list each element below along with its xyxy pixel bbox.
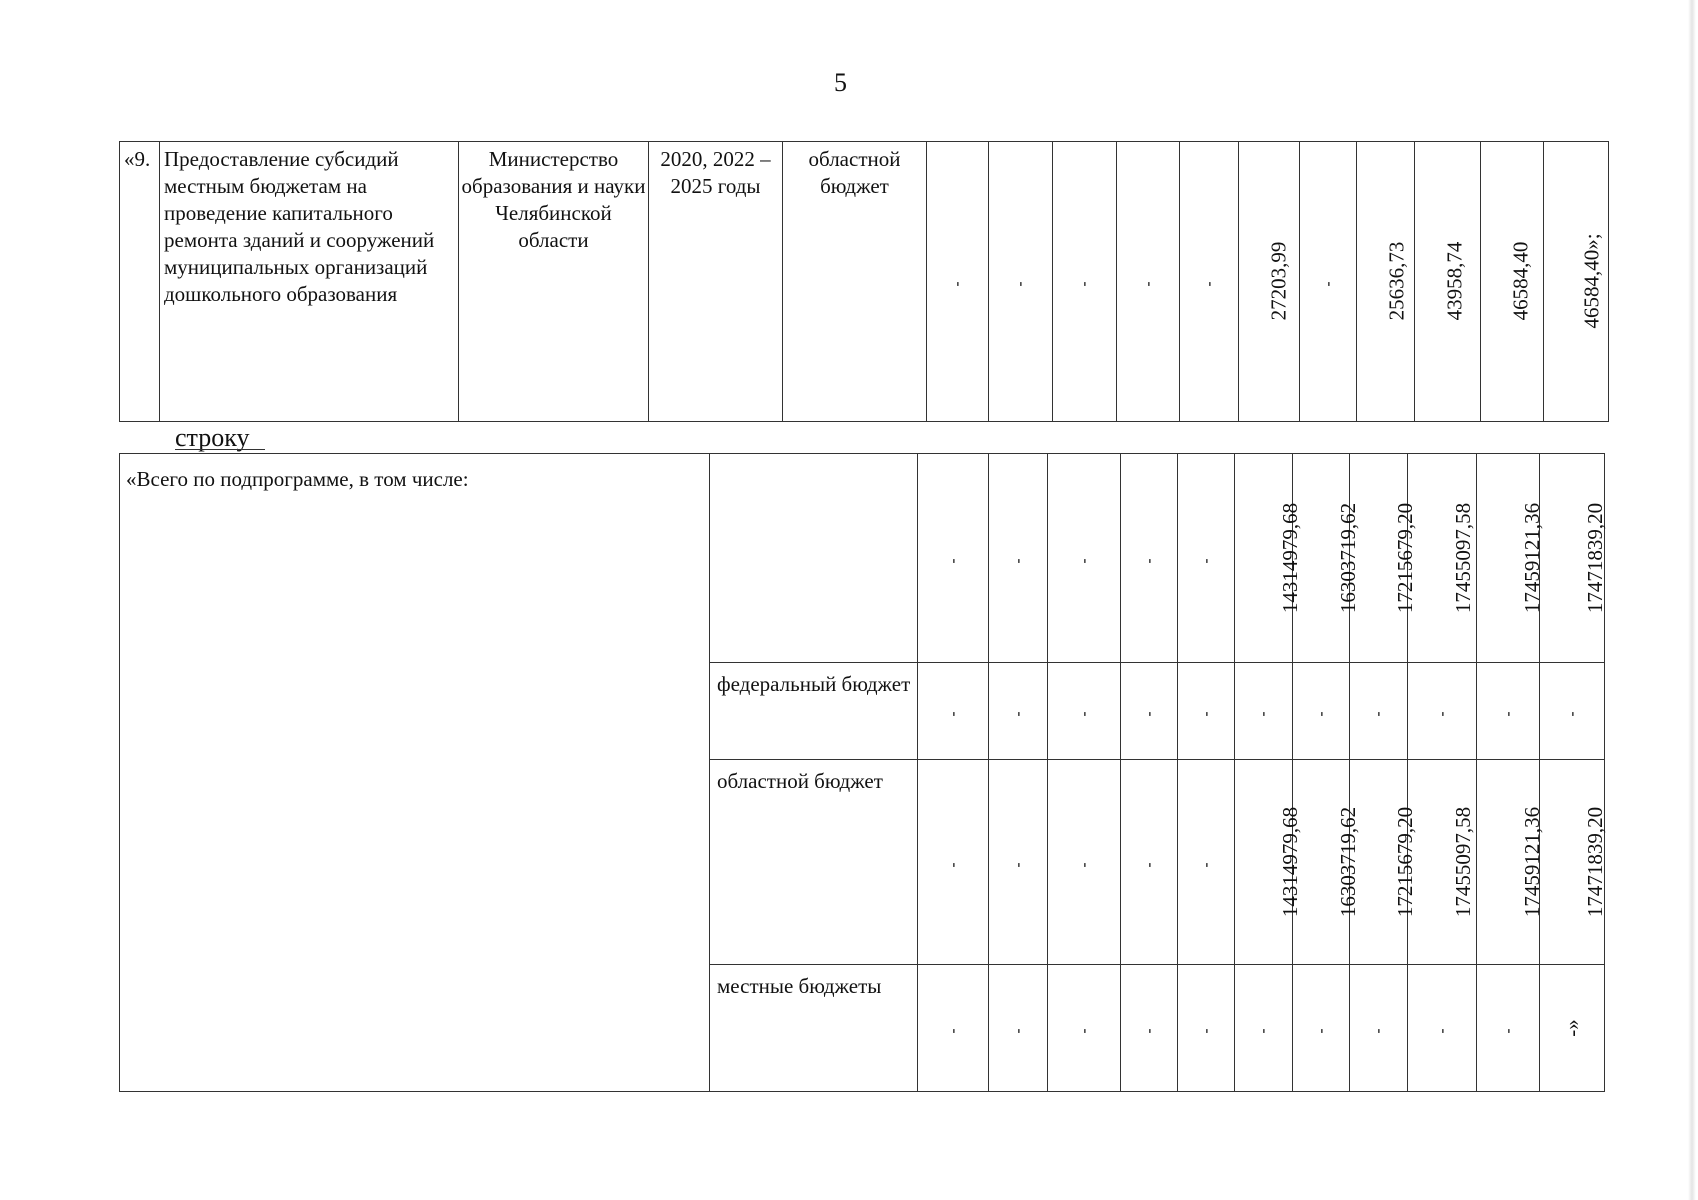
value: - [1010,711,1026,716]
value: - [1076,281,1093,287]
value-cell [1544,142,1609,422]
value-cell [1477,965,1540,1092]
value: 43958,74 [1442,241,1467,321]
value: - [1076,558,1092,563]
value-cell [1178,965,1235,1092]
measure-name: Предоставление субсидий местным бюджетам на проведение капитального ремонта зданий и сооружений муниципальных организаций дошкольного образования [160,142,459,422]
value: 46584,40»; [1579,233,1604,329]
funding-source: областной бюджет [783,142,927,422]
value: - [945,711,961,716]
value: - [1010,558,1026,563]
value: 46584,40 [1508,241,1533,321]
value: - [1313,711,1329,716]
row-note-divider [175,449,265,450]
value-cell [918,663,989,760]
value-cell [1121,454,1178,663]
value: - [1198,1028,1214,1033]
value: - [1500,711,1516,716]
value: - [1010,862,1026,867]
table-row [120,142,1609,422]
value: 16303719,62 [1336,806,1361,917]
table-row [120,454,1605,663]
value: 14314979,68 [1278,502,1303,613]
value-cell [918,965,989,1092]
value-cell [1048,454,1121,663]
executor: Министерство образования и науки Челябинской области [459,142,649,422]
value-cell [1477,454,1545,663]
table-subsidy-row [119,141,1609,422]
value: - [1076,862,1092,867]
value: - [1201,281,1217,287]
value-cell [1293,965,1350,1092]
value: 17471839,20 [1583,502,1608,613]
value-cell [1300,142,1357,422]
value: 17455097,58 [1451,806,1476,917]
value: - [1320,281,1336,287]
value-cell [1540,454,1608,663]
value-cell [1408,965,1477,1092]
value-cell [1357,142,1415,422]
value-cell [1350,663,1408,760]
funding-source [710,454,918,663]
value: - [1076,1028,1092,1033]
scan-edge [1688,0,1696,1200]
value: - [945,558,961,563]
value-cell [1048,965,1121,1092]
funding-source: местные бюджеты [710,965,918,1092]
value: - [1370,1028,1387,1033]
page-number: 5 [834,68,847,97]
value: - [1141,558,1157,563]
value-cell [989,454,1048,663]
value: 14314979,68 [1278,806,1303,917]
value-cell [989,663,1048,760]
value: -» [1560,1018,1584,1037]
period: 2020, 2022 – 2025 годы [649,142,783,422]
value: - [1140,281,1156,287]
value: - [1255,1028,1272,1033]
value-cell [1178,454,1235,663]
value: - [1370,711,1387,716]
value: 17455097,58 [1451,502,1476,613]
value-cell [1180,142,1239,422]
value-cell [1415,142,1481,422]
funding-source: областной бюджет [710,760,918,965]
value: - [1434,1028,1450,1033]
row-number: «9. [120,142,160,422]
value: - [1434,711,1450,716]
value-cell [989,965,1048,1092]
value-cell [1121,965,1178,1092]
table-subprogram-total [119,453,1608,1092]
funding-source: федеральный бюджет [710,663,918,760]
value-cell [1540,760,1608,965]
value-cell [1121,760,1178,965]
value: - [1564,711,1580,716]
value-cell [927,142,989,422]
value: 16303719,62 [1336,502,1361,613]
value: - [1500,1028,1516,1033]
value-cell [1481,142,1544,422]
value-cell [1293,663,1350,760]
value: 17215679,20 [1393,806,1418,917]
value-cell [1235,965,1293,1092]
value-cell [918,454,989,663]
value: - [1141,1028,1157,1033]
value: 17459121,36 [1520,806,1545,917]
value: - [1198,558,1214,563]
value-cell [1540,663,1605,760]
value-cell [1121,663,1178,760]
value-cell [1048,663,1121,760]
value-cell [1178,663,1235,760]
value: - [1010,1028,1026,1033]
value-cell [989,760,1048,965]
value-cell [1408,663,1477,760]
value-cell [918,760,989,965]
value-cell [1408,454,1477,663]
value-cell [1178,760,1235,965]
value-cell [1235,454,1303,663]
subprogram-total-label: «Всего по подпрограмме, в том числе: [120,454,710,1092]
value: - [1313,1028,1329,1033]
row-note: строку [175,423,250,452]
value-cell [1477,760,1545,965]
value-cell [1408,760,1477,965]
value-cell [1540,965,1605,1092]
value-cell [1239,142,1300,422]
value: - [945,1028,961,1033]
value: - [1012,281,1029,287]
value-cell [1053,142,1117,422]
value: - [1198,862,1214,867]
value: - [1141,862,1157,867]
value: 17215679,20 [1393,502,1418,613]
value: - [1076,711,1092,716]
value-cell [1048,760,1121,965]
value: - [949,281,966,287]
value-cell [1117,142,1180,422]
value-cell [1350,965,1408,1092]
value: - [1198,711,1214,716]
value-cell [1477,663,1540,760]
value: 25636,73 [1384,241,1409,321]
value-cell [989,142,1053,422]
value: - [1141,711,1157,716]
value-cell [1235,760,1303,965]
value: - [945,862,961,867]
value: 17459121,36 [1520,502,1545,613]
value: 17471839,20 [1583,806,1608,917]
value: 27203,99 [1266,241,1291,321]
value: - [1255,711,1272,716]
value-cell [1235,663,1293,760]
